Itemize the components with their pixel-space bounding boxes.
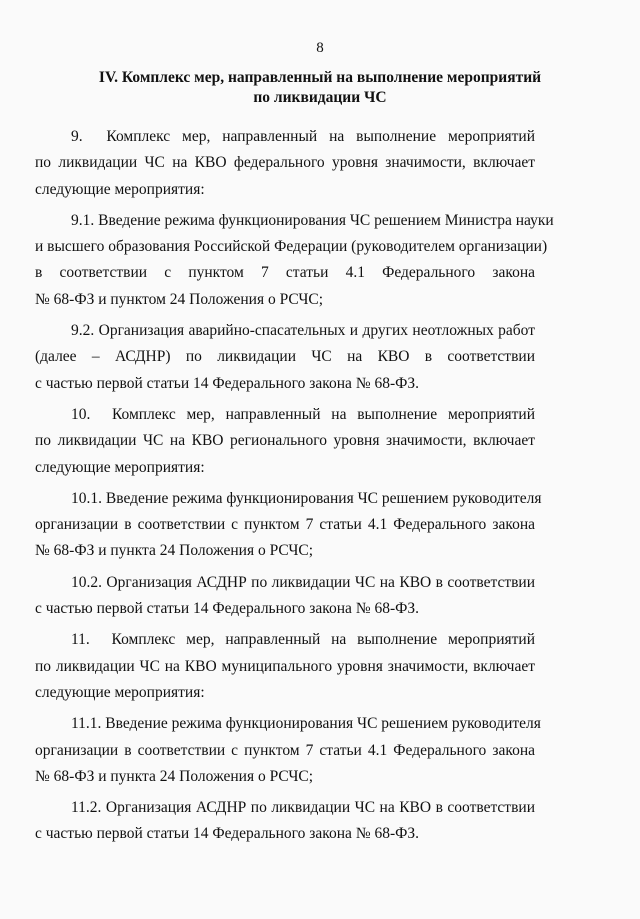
- section-heading: [60, 68, 580, 108]
- paragraph-line: 10.1. Введение режима функционирования ЧС решением руководителя: [71, 489, 542, 507]
- paragraph-line: 9. Комплекс мер, направленный на выполнение мероприятий: [71, 128, 535, 145]
- paragraph-line: 11. Комплекс мер, направленный на выполнение мероприятий: [71, 631, 535, 649]
- paragraph-line: следующие мероприятия:: [35, 458, 205, 476]
- paragraph-line: 11.2. Организация АСДНР по ликвидации ЧС на КВО в соответствии: [71, 799, 535, 817]
- paragraph-line: № 68-ФЗ и пункта 24 Положения о РСЧС;: [35, 542, 314, 560]
- paragraph-line: 11.1. Введение режима функционирования ЧС решением руководителя: [71, 715, 541, 733]
- paragraph-line: организации в соответствии с пунктом 7 статьи 4.1 Федерального закона: [35, 516, 535, 534]
- paragraph: [35, 208, 595, 313]
- paragraph: [35, 402, 595, 481]
- section-heading-line-1: IV. Комплекс мер, направленный на выполнение мероприятий: [98, 69, 542, 86]
- page-number: 8: [316, 40, 324, 56]
- section-heading-line-2: по ликвидации ЧС: [253, 89, 387, 106]
- paragraph-line: (далее – АСДНР) по ликвидации ЧС на КВО в соответствии: [35, 348, 535, 366]
- paragraph-line: 10.2. Организация АСДНР по ликвидации ЧС на КВО в соответствии: [71, 573, 535, 591]
- paragraph: [35, 570, 595, 623]
- paragraph-line: следующие мероприятия:: [35, 683, 205, 701]
- paragraph: [35, 318, 595, 397]
- paragraph: [35, 627, 595, 706]
- document-body: [35, 124, 595, 848]
- paragraph: [35, 486, 595, 565]
- paragraph-line: 9.2. Организация аварийно-спасательных и других неотложных работ: [71, 322, 535, 340]
- paragraph-line: по ликвидации ЧС на КВО федерального уровня значимости, включает: [35, 154, 535, 172]
- paragraph: [35, 124, 595, 203]
- paragraph-line: и высшего образования Российской Федерации (руководителем организации): [35, 238, 548, 256]
- paragraph-line: организации в соответствии с пунктом 7 статьи 4.1 Федерального закона: [35, 741, 535, 759]
- paragraph: [35, 795, 595, 848]
- paragraph-line: следующие мероприятия:: [35, 180, 205, 198]
- paragraph-line: 10. Комплекс мер, направленный на выполнение мероприятий: [71, 405, 535, 423]
- paragraph-line: № 68-ФЗ и пунктом 24 Положения о РСЧС;: [35, 290, 324, 308]
- paragraph-line: по ликвидации ЧС на КВО регионального уровня значимости, включает: [35, 432, 535, 450]
- paragraph-line: с частью первой статьи 14 Федерального закона № 68-ФЗ.: [35, 374, 420, 392]
- paragraph: [35, 711, 595, 790]
- paragraph-line: по ликвидации ЧС на КВО муниципального уровня значимости, включает: [35, 657, 535, 675]
- paragraph-line: № 68-ФЗ и пункта 24 Положения о РСЧС;: [35, 767, 314, 785]
- paragraph-line: 9.1. Введение режима функционирования ЧС решением Министра науки: [71, 211, 554, 229]
- paragraph-line: с частью первой статьи 14 Федерального закона № 68-ФЗ.: [35, 600, 420, 618]
- paragraph-line: в соответствии с пунктом 7 статьи 4.1 Федерального закона: [35, 264, 535, 282]
- paragraph-line: с частью первой статьи 14 Федерального закона № 68-ФЗ.: [35, 825, 420, 843]
